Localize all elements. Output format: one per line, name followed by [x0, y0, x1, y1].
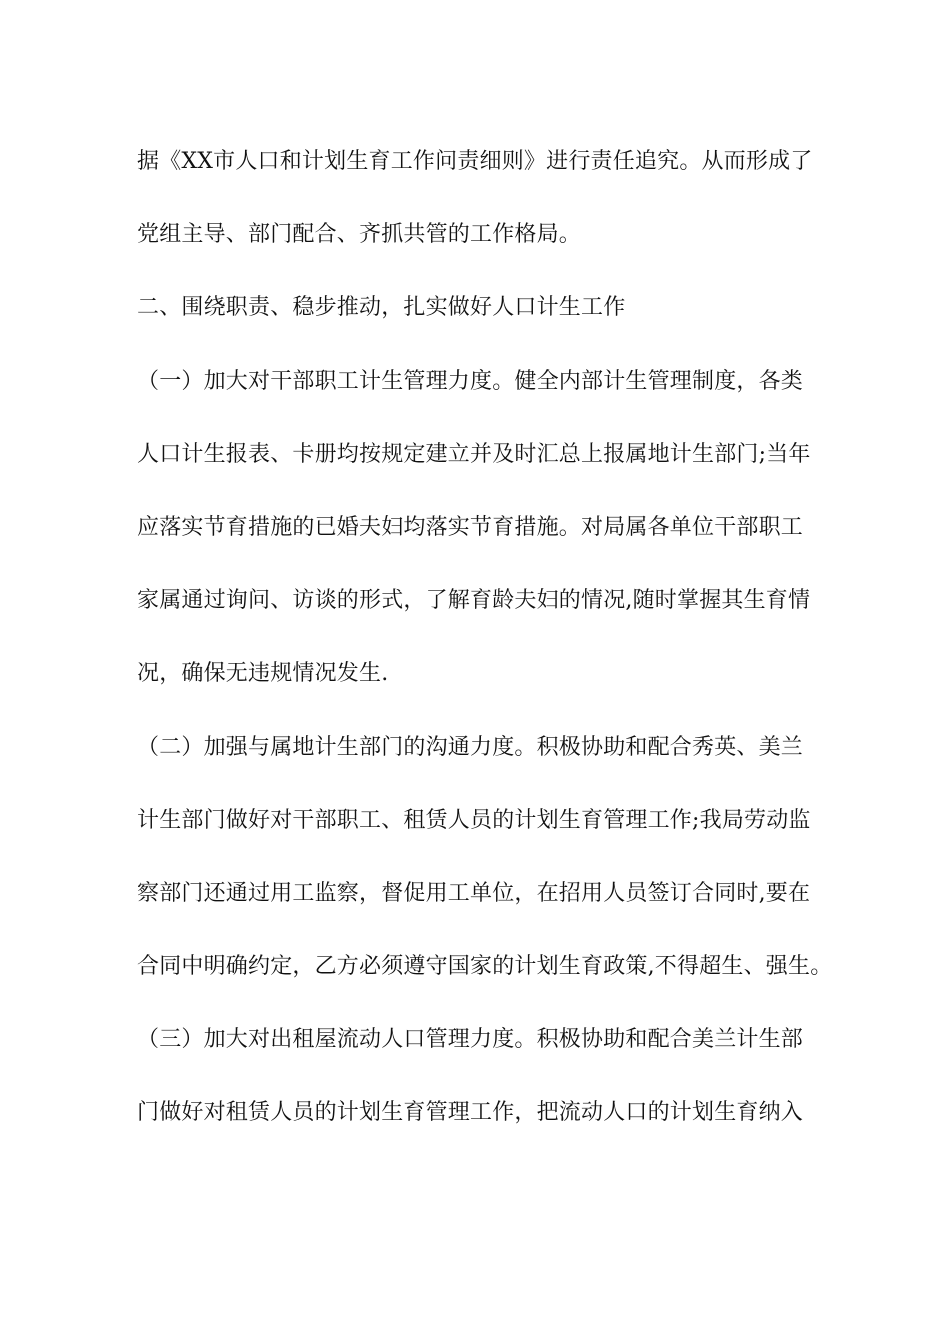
text-line: 应落实节育措施的已婚夫妇均落实节育措施。对局属各单位干部职工 [137, 514, 804, 540]
text-line: 家属通过询问、访谈的形式，了解育龄夫妇的情况,随时掌握其生育情 [137, 588, 811, 614]
text-line: 党组主导、部门配合、齐抓共管的工作格局。 [137, 222, 582, 248]
text-line: （二）加强与属地计生部门的沟通力度。积极协助和配合秀英、美兰 [137, 734, 804, 760]
text-line: 门做好对租赁人员的计划生育管理工作，把流动人口的计划生育纳入 [137, 1100, 804, 1126]
section-heading: 二、围绕职责、稳步推动，扎实做好人口计生工作 [137, 295, 626, 321]
text-line: 人口计生报表、卡册均按规定建立并及时汇总上报属地计生部门;当年 [137, 441, 811, 467]
text-line: 合同中明确约定，乙方必须遵守国家的计划生育政策,不得超生、强生。 [137, 954, 833, 980]
text-line: （一）加大对干部职工计生管理力度。健全内部计生管理制度，各类 [137, 368, 804, 394]
text-line: 据《XX市人口和计划生育工作问责细则》进行责任追究。从而形成了 [137, 149, 813, 174]
text-line: 计生部门做好对干部职工、租赁人员的计划生育管理工作;我局劳动监 [137, 807, 811, 833]
body-text [137, 136, 833, 1161]
text-line: 况，确保无违规情况发生. [137, 661, 389, 687]
text-line: （三）加大对出租屋流动人口管理力度。积极协助和配合美兰计生部 [137, 1027, 804, 1053]
text-line: 察部门还通过用工监察，督促用工单位，在招用人员签订合同时,要在 [137, 880, 811, 906]
